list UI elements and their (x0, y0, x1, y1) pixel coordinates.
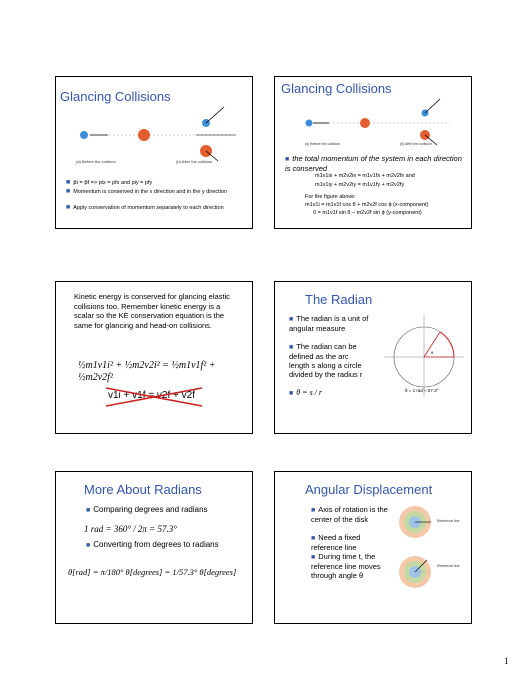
ke-paragraph: Kinetic energy is conserved for glancing elastic collisions too. Remember kinetic energy is a scalar so the KE conservation equation is the same for glancing and head-on collisions. (74, 292, 230, 330)
collision-figure (56, 101, 253, 181)
slide-glancing-collisions-2 (274, 76, 472, 229)
slide-glancing-collisions-1 (55, 76, 253, 229)
bullet-2: ■ Need a fixed reference line (311, 533, 361, 552)
caption-before: (a) Before the collision (76, 159, 116, 164)
ball-m1-before (80, 131, 88, 139)
radian-fig-label: θ = 1 rad ≈ 57.3° (405, 388, 439, 393)
crossed-equation: v1i + v1f = v2f + v2f (108, 390, 195, 401)
slide-kinetic-energy (55, 281, 253, 434)
reference-line-label: Reference line (437, 519, 460, 523)
svg-text:θ: θ (431, 350, 434, 355)
ball-m2-before (138, 129, 150, 141)
bullet-2: ■ Converting from degrees to radians (86, 540, 219, 549)
collision-figure (275, 95, 472, 157)
slide-title: The Radian (305, 292, 373, 307)
bullet-1: ■ p⃗i = p⃗f => pix = pfx and piy = pfy (66, 179, 153, 186)
figure-equation-y: 0 = m1v1f sin θ – m2v2f sin ϕ (y-component) (313, 210, 422, 216)
equation-degrees-radians: 1 rad = 360° / 2π = 57.3° (84, 524, 177, 534)
bullet-1: ■ The radian is a unit of angular measure (289, 314, 369, 333)
bullet-3: ■ During time t, the reference line moves through angle θ (311, 552, 381, 580)
slide-title: Glancing Collisions (60, 89, 171, 104)
bullet-2: ■ Momentum is conserved in the x direction and in the y direction (66, 188, 228, 195)
figure-label: For the figure above: (305, 194, 356, 200)
slide-the-radian (274, 281, 472, 434)
bullet-1: ■ Comparing degrees and radians (86, 505, 208, 514)
figure-equation-x: m1v1i = m1v1f cos θ + m2v2f cos ϕ (x-component) (305, 202, 429, 208)
bullet-3: ■ Apply conservation of momentum separately to each direction (66, 204, 224, 211)
slide-more-about-radians (55, 471, 253, 624)
page-number: 1 (504, 656, 509, 666)
slide-angular-displacement (274, 471, 472, 624)
bullet-1: ■ Axis of rotation is the center of the disk (311, 505, 388, 524)
disk-figure (393, 502, 469, 612)
equation-y: m1v1iy + m2v2iy = m1v1fy + m2v2fy (315, 182, 405, 188)
slide-title: Angular Displacement (305, 482, 433, 497)
equation-conversion: θ[rad] = π/180° θ[degrees] = 1/57.3° θ[degrees] (68, 567, 237, 577)
equation-x: m1v1ix + m2v2ix = m1v1fx + m2v2fx and (315, 173, 415, 179)
theta-equation: ■ θ = s / r (289, 388, 323, 397)
caption-after: (b) After the collision (400, 142, 432, 146)
caption-before: (a) Before the collision (305, 142, 340, 146)
radian-figure (379, 312, 469, 402)
caption-after: (b) After the collision (176, 159, 213, 164)
bullet-total-momentum: ■ the total momentum of the system in each direction is conserved (285, 154, 462, 173)
reference-line-label-2: Reference line (437, 564, 460, 568)
slide-title: Glancing Collisions (281, 81, 392, 96)
cross-out-marks (56, 282, 253, 434)
slide-title: More About Radians (84, 482, 202, 497)
ke-equation: ½m1v1i² + ½m2v2i² = ½m1v1f² + ½m2v2f² (78, 360, 216, 383)
bullet-2: ■ The radian can be defined as the arc length s along a circle divided by the radius r (289, 342, 363, 379)
